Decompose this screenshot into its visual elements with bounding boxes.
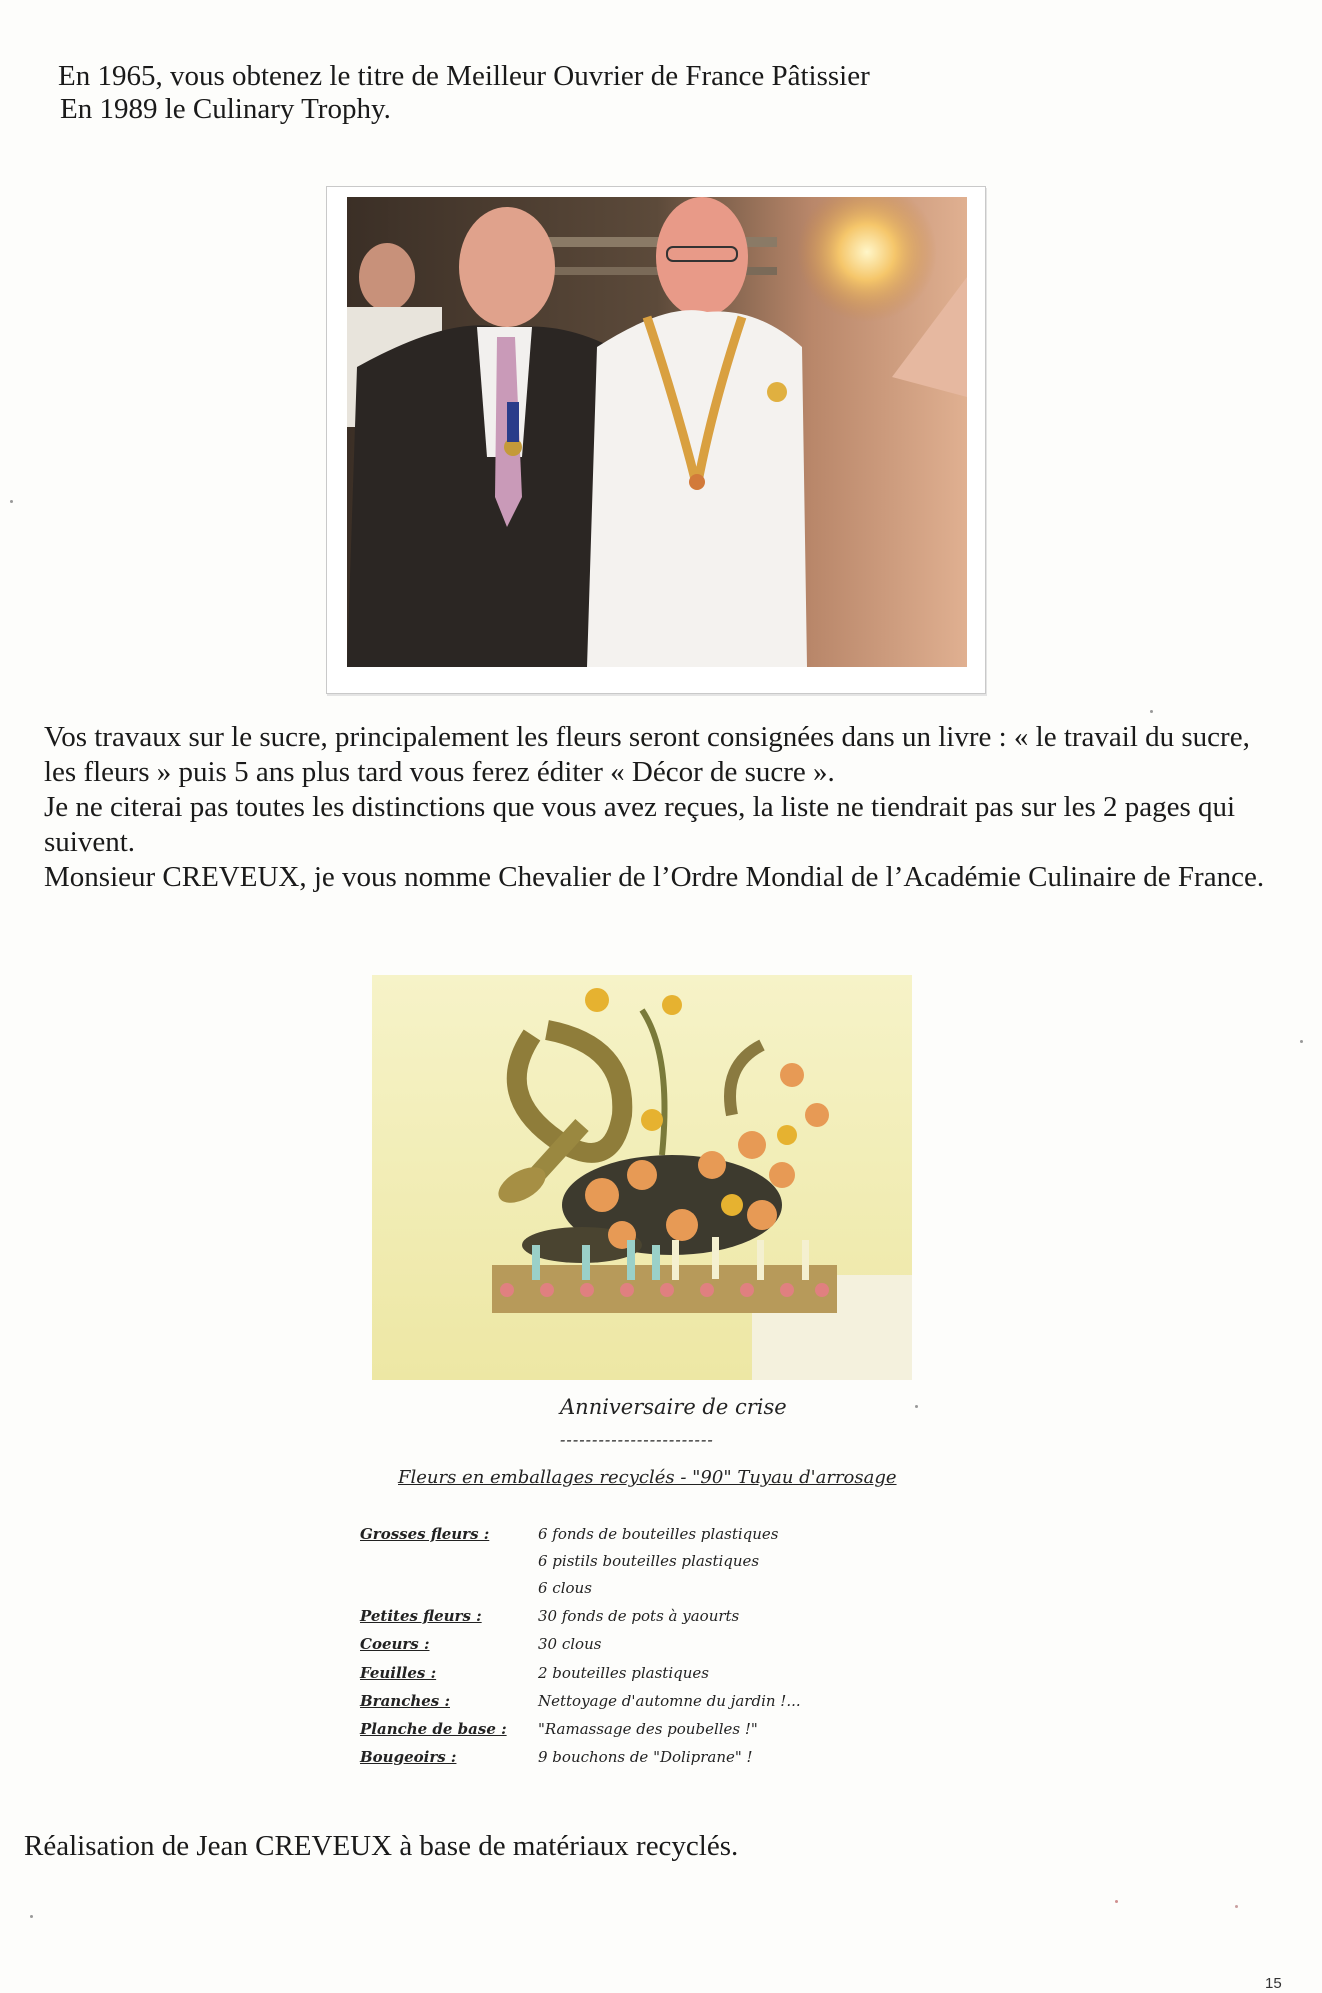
paragraph-distinctions: Je ne citerai pas toutes les distinctions que vous avez reçues, la liste ne tiendrait pas sur les 2 pages qui suivent. [44,791,1236,858]
ingredient-value: 6 fonds de bouteilles plastiques [538,1525,779,1543]
recipe-divider: ------------------------ [560,1430,714,1449]
paragraph-chevalier: Monsieur CREVEUX, je vous nomme Chevalier de l’Ordre Mondial de l’Académie Culinaire de France. [44,861,1265,893]
ingredient-value: "Ramassage des poubelles !" [538,1720,758,1738]
paragraph-sugar-work: Vos travaux sur le sucre, principalement les fleurs seront consignées dans un livre : « le travail du sucre, les fleurs » puis 5 ans plus tard vous ferez éditer « Décor de sucre ». [44,721,1250,788]
ingredient-label: Petites fleurs : [360,1607,482,1625]
footer-caption: Réalisation de Jean CREVEUX à base de matériaux recyclés. [24,1830,739,1862]
ingredient-value: 2 bouteilles plastiques [538,1664,709,1682]
photo-flower-sculpture-illustration [372,975,912,1380]
photo-ceremony [347,197,967,667]
ingredient-value: 30 fonds de pots à yaourts [538,1607,740,1625]
ingredient-label: Feuilles : [360,1664,437,1682]
ingredient-label: Planche de base : [360,1720,507,1738]
ingredient-value: 9 bouchons de "Doliprane" ! [538,1748,753,1766]
intro-line-1965: En 1965, vous obtenez le titre de Meilleur Ouvrier de France Pâtissier [58,60,870,92]
body-text [44,720,1284,895]
intro-line-1989: En 1989 le Culinary Trophy. [60,93,391,125]
photo-flower-sculpture [372,975,912,1380]
ingredient-label: Grosses fleurs : [360,1525,490,1543]
ingredient-label: Branches : [360,1692,450,1710]
recipe-subtitle: Fleurs en emballages recyclés - "90" Tuyau d'arrosage [398,1467,897,1488]
ingredient-value: 30 clous [538,1635,602,1653]
ingredient-value: 6 clous [538,1579,592,1597]
page-number: 15 [1265,1975,1282,1992]
photo-ceremony-illustration [347,197,967,667]
intro-text [58,60,870,126]
ingredient-value: 6 pistils bouteilles plastiques [538,1552,760,1570]
photo-frame-ceremony [326,186,986,694]
ingredient-label: Bougeoirs : [360,1748,457,1766]
ingredient-value: Nettoyage d'automne du jardin !... [538,1692,801,1710]
recipe-title: Anniversaire de crise [560,1395,787,1419]
ingredient-label: Coeurs : [360,1635,430,1653]
